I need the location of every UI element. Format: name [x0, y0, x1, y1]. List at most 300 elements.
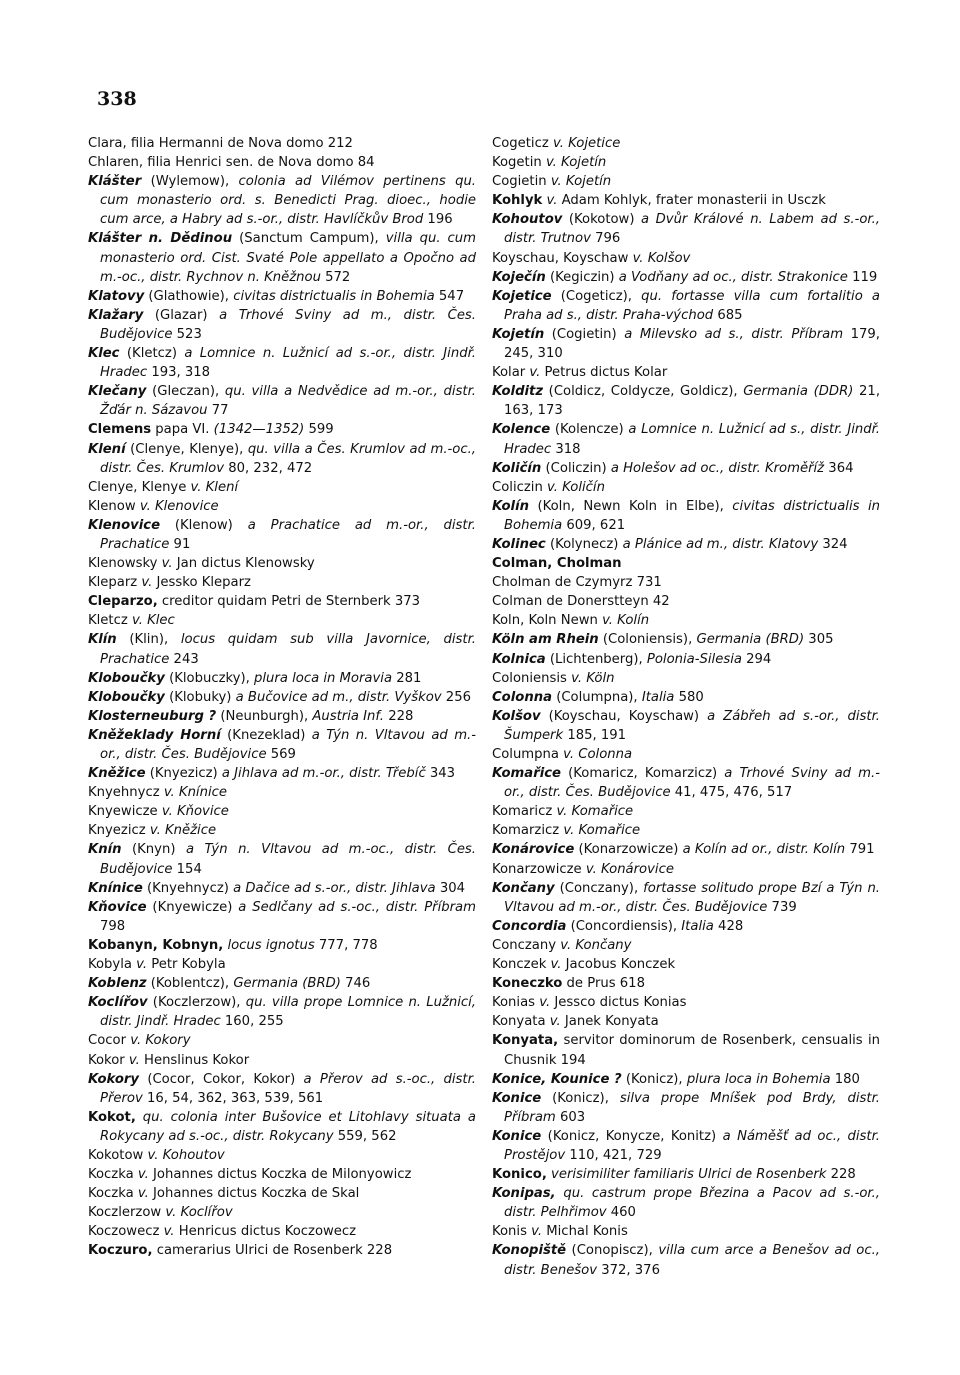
entry-text: Petr Kobyla	[147, 957, 226, 973]
entry-text: Kogetin	[492, 155, 546, 171]
entry-text: Johannes dictus Koczka de Skal	[148, 1186, 360, 1202]
entry-text: v. Komařice	[556, 804, 634, 820]
index-entry	[492, 650, 880, 669]
index-entry	[492, 955, 880, 974]
entry-text: qu. castrum prope Březina a Pacov ad s.-or., distr. Pelhřimov	[504, 1186, 881, 1221]
index-entry	[88, 1184, 476, 1203]
entry-text: (Gleczan),	[146, 384, 225, 400]
index-entry	[88, 134, 476, 153]
entry-text: Konyata	[492, 1014, 550, 1030]
index-entry	[492, 382, 880, 420]
entry-text: Konyata,	[492, 1033, 559, 1049]
entry-text: (Glazar)	[143, 307, 220, 323]
entry-text: Količín	[492, 460, 542, 476]
entry-text: (Sanctum Campum),	[232, 231, 386, 247]
entry-text: Clenye, Klenye	[88, 479, 191, 495]
entry-text: a Holešov ad oc., distr. Kroměříž	[610, 460, 825, 476]
index-entry	[88, 172, 476, 229]
entry-text: Kloboučky	[88, 689, 165, 705]
entry-text: Kokot,	[88, 1109, 136, 1125]
entry-text: 294	[741, 651, 772, 667]
index-entry	[492, 153, 880, 172]
entry-text: Komaricz	[492, 804, 557, 820]
entry-text: Klín	[88, 632, 117, 648]
entry-text: 91	[169, 536, 191, 552]
index-entry	[492, 249, 880, 268]
entry-text: Cogeticz	[492, 136, 553, 151]
entry-text: 746	[340, 976, 371, 992]
entry-text: v. Količín	[547, 479, 605, 495]
index-entry	[492, 172, 880, 191]
entry-text: qu. fortasse villa cum fortalitio a Praha ad s., distr. Praha-východ	[504, 288, 880, 323]
entry-text: Konipas,	[492, 1186, 556, 1202]
entry-text: Koclířov	[88, 995, 148, 1011]
entry-text: (Clenye, Klenye),	[125, 441, 248, 457]
entry-text: v.	[163, 1224, 175, 1240]
entry-text: 777, 778	[314, 937, 378, 953]
entry-text: Jessco dictus Konias	[550, 995, 687, 1011]
entry-text: 796	[590, 231, 621, 247]
entry-text: 547	[434, 288, 465, 304]
entry-text: Colonna	[492, 689, 552, 705]
entry-text: Coloniensis	[492, 670, 572, 686]
index-entry	[88, 726, 476, 764]
entry-text: Kňovice	[88, 899, 147, 915]
entry-text: 372, 376	[597, 1262, 660, 1278]
index-entry	[492, 268, 880, 287]
entry-text: a Trhové Sviny ad m., distr. Čes. Budějovice	[100, 307, 476, 342]
entry-text: Austria Inf.	[312, 708, 384, 724]
entry-text: qu. villa a Nedvědice ad m.-or., distr. Žďár n. Sázavou	[100, 384, 476, 419]
index-entry	[492, 821, 880, 840]
entry-text: (Koblentcz),	[146, 976, 234, 992]
entry-text: a Vodňany ad oc., distr. Strakonice	[618, 269, 848, 285]
entry-text	[136, 1110, 143, 1125]
entry-text: Koyschau, Koyschaw	[492, 250, 633, 266]
entry-text: a Jihlava ad m.-or., distr. Třebíč	[221, 766, 426, 782]
entry-text: a Prachatice ad m.-or., distr. Prachatice	[100, 517, 476, 552]
entry-text: (Kokotow)	[562, 212, 642, 228]
index-entry	[492, 764, 880, 802]
index-entry	[492, 1031, 880, 1069]
index-entry	[492, 573, 880, 592]
entry-text: Kolín	[492, 498, 529, 514]
entry-text: 110, 421, 729	[565, 1147, 662, 1163]
entry-text: Koczka	[88, 1186, 138, 1202]
index-entry	[492, 287, 880, 325]
entry-text: civitas districtualis in Bohemia	[504, 498, 880, 533]
index-entry	[492, 974, 880, 993]
entry-text: v.	[539, 995, 551, 1011]
entry-text: (1342—1352)	[213, 422, 305, 438]
entry-text: Köln am Rhein	[492, 632, 599, 648]
index-entry	[492, 420, 880, 458]
entry-text: 791	[845, 842, 875, 858]
entry-text: 228	[826, 1167, 856, 1183]
index-entry	[88, 1070, 476, 1108]
entry-text: Klažary	[88, 307, 144, 323]
entry-text: v.	[137, 1186, 149, 1202]
entry-text: (Kletcz)	[119, 346, 185, 362]
entry-text: 16, 54, 362, 363, 539, 561	[142, 1090, 324, 1106]
entry-text: v. Kněžice	[149, 823, 217, 839]
entry-text: (Cogeticz),	[551, 288, 642, 304]
entry-text: (Konicz),	[541, 1090, 620, 1106]
entry-text: Klášter n. Dědinou	[88, 231, 233, 247]
entry-text: v.	[546, 193, 558, 209]
entry-text: 304	[435, 880, 465, 896]
entry-text: Petrus dictus Kolar	[540, 365, 668, 381]
entry-text: Colman de Donerstteyn 42	[492, 594, 670, 610]
entry-text: Polonia-Silesia	[646, 651, 742, 667]
entry-text: de Prus 618	[562, 976, 645, 992]
entry-text: Komařice	[492, 766, 561, 782]
index-entry	[492, 1241, 880, 1279]
entry-text: (Knyezicz)	[145, 766, 222, 782]
entry-text: camerarius Ulrici de Rosenberk 228	[152, 1243, 393, 1259]
entry-text: Konis	[492, 1224, 532, 1240]
index-entry	[492, 1165, 880, 1184]
index-entry	[492, 840, 880, 859]
entry-text: Kobyla	[88, 957, 137, 973]
index-entry	[88, 669, 476, 688]
index-entry	[88, 382, 476, 420]
entry-text: Kolence	[492, 422, 551, 438]
entry-text: (Kolencze)	[550, 422, 629, 438]
entry-text: a Náměšť ad oc., distr. Prostějov	[504, 1128, 880, 1163]
entry-text: 428	[713, 918, 744, 934]
entry-text: Koczlerzow	[88, 1205, 166, 1221]
entry-text: Kněžeklady Horní	[88, 727, 221, 743]
entry-text: 154	[172, 861, 202, 877]
index-entry	[492, 802, 880, 821]
index-entry	[492, 707, 880, 745]
entry-text: Kojetice	[492, 288, 552, 304]
entry-text: Jessko Kleparz	[152, 575, 251, 591]
entry-text: Germania (BRD)	[233, 976, 341, 992]
index-entry	[88, 287, 476, 306]
entry-text: v. Klenovice	[139, 498, 219, 514]
entry-text: a Týn n. Vltavou ad m.-oc., distr. Čes. Budějovice	[100, 842, 476, 877]
entry-text: v. Kojetice	[552, 136, 621, 151]
entry-text: a Týn n. Vltavou ad m.-or., distr. Čes. Budějovice	[100, 727, 476, 762]
entry-text: v.	[128, 1052, 140, 1068]
index-entry	[492, 936, 880, 955]
entry-text: v. Koclířov	[165, 1205, 233, 1221]
entry-text: 603	[555, 1109, 586, 1125]
entry-text: (Klobuczky),	[164, 670, 254, 686]
entry-text: qu. villa a Čes. Krumlov ad m.-oc., distr. Čes. Krumlov	[100, 441, 476, 476]
entry-text: Kojetín	[492, 326, 545, 342]
entry-text: (Knyehnycz)	[142, 880, 234, 896]
index-entry	[492, 554, 880, 573]
entry-text: Henricus dictus Koczowecz	[174, 1224, 357, 1240]
entry-text: Chlaren, filia Henrici sen. de Nova domo 84	[88, 155, 375, 171]
entry-text: Henslinus Kokor	[139, 1052, 250, 1068]
entry-text: Kohlyk	[492, 193, 543, 209]
entry-text: 739	[767, 899, 797, 915]
entry-text: Končany	[492, 880, 555, 896]
entry-text: v.	[161, 556, 173, 572]
entry-text: Italia	[641, 689, 675, 705]
entry-text: v.	[529, 365, 541, 381]
entry-text: Koczka	[88, 1167, 138, 1183]
entry-text: (Columpna),	[552, 689, 642, 705]
index-entry	[492, 1070, 880, 1089]
entry-text: 193, 318	[147, 365, 211, 381]
index-entry	[492, 630, 880, 649]
entry-text: Konice, Kounice ?	[492, 1071, 622, 1087]
entry-text: Konárovice	[492, 842, 575, 858]
index-entry	[492, 688, 880, 707]
index-entry	[88, 306, 476, 344]
entry-text: 460	[606, 1205, 636, 1221]
entry-text: 77	[207, 403, 229, 419]
entry-text: (Glathowie),	[144, 288, 234, 304]
entry-text: v. Colonna	[563, 747, 633, 762]
index-entry	[88, 840, 476, 878]
index-entry	[88, 879, 476, 898]
entry-text: Koblenz	[88, 976, 147, 992]
entry-text: v. Klení	[190, 479, 239, 495]
entry-text: (Cogietin)	[544, 326, 625, 342]
entry-text: Columpna	[492, 747, 564, 762]
index-entry	[492, 1184, 880, 1222]
entry-text: v.	[141, 575, 153, 591]
entry-text: Conczany	[492, 937, 561, 953]
entry-text: v.	[137, 1167, 149, 1183]
index-entry	[88, 229, 476, 286]
index-entry	[88, 516, 476, 554]
index-entry	[88, 573, 476, 592]
entry-text: silva prope Mníšek pod Brdy, distr. Příbram	[504, 1090, 880, 1125]
entry-text: locus ignotus	[227, 937, 315, 953]
index-entry	[88, 783, 476, 802]
entry-text: v. Končany	[560, 937, 632, 953]
entry-text: 179, 245, 310	[504, 326, 881, 362]
entry-text: Klenowsky	[88, 556, 162, 572]
entry-text: (Conopiscz),	[566, 1243, 659, 1259]
index-entry	[88, 1108, 476, 1146]
entry-text: (Coldicz, Coldycze, Goldicz),	[543, 384, 744, 400]
entry-text: Concordia	[492, 918, 567, 934]
index-entry	[492, 497, 880, 535]
entry-text: 196	[423, 212, 453, 228]
entry-text: Coliczin	[492, 479, 547, 495]
entry-text: a Kolín ad or., distr. Kolín	[682, 842, 846, 858]
entry-text: Klenovice	[88, 517, 161, 533]
entry-text: (Cocor, Cokor, Kokor)	[139, 1071, 304, 1087]
entry-text: (Koln, Newn Koln in Elbe),	[529, 498, 733, 514]
entry-text: Jan dictus Klenowsky	[172, 556, 315, 572]
entry-text: Colman, Cholman	[492, 556, 622, 572]
entry-text: 41, 475, 476, 517	[670, 785, 793, 801]
entry-text: (Konicz, Konycze, Konitz)	[541, 1128, 723, 1144]
entry-text: a Milevsko ad s., distr. Příbram	[624, 326, 844, 342]
entry-text: 228	[384, 708, 414, 724]
entry-text: 559, 562	[333, 1128, 397, 1144]
entry-text: villa qu. cum monasterio ord. Cist. Svaté Pole appellato a Opočno ad m.-oc., distr. Rychnov n. Kněžnou	[100, 231, 476, 285]
entry-text: (Lichtenberg),	[545, 651, 647, 667]
entry-text: v. Knínice	[163, 785, 227, 801]
entry-text: (Klenow)	[160, 517, 248, 533]
entry-text: Koneczko	[492, 976, 563, 992]
entry-text: Klosterneuburg ?	[88, 708, 217, 724]
entry-text: Kobanyn, Kobnyn,	[88, 937, 224, 953]
entry-text: (Komaricz, Komarzicz)	[560, 766, 725, 782]
entry-text: locus quidam sub villa Javornice, distr. Prachatice	[100, 632, 476, 667]
entry-text: Koczuro,	[88, 1243, 153, 1259]
entry-text: Germania (BRD)	[696, 632, 805, 648]
index-entry	[492, 134, 880, 153]
entry-text: (Knezeklad)	[220, 727, 312, 743]
entry-text: 180	[830, 1071, 860, 1087]
entry-text: (Klobuky)	[164, 689, 236, 705]
entry-text: v. Klec	[131, 613, 175, 629]
index-entry	[492, 1127, 880, 1165]
entry-text: Kolar	[492, 365, 530, 381]
entry-text: Komarzicz	[492, 823, 564, 839]
page-number: 338	[97, 88, 137, 110]
entry-text: 305	[804, 632, 834, 648]
index-entry	[492, 669, 880, 688]
index-entry	[88, 420, 476, 439]
entry-text: Germania (DDR)	[743, 384, 854, 400]
entry-text: v. Kolín	[602, 613, 650, 629]
index-entry	[492, 879, 880, 917]
entry-text: a Dvůr Králové n. Labem ad s.-or., distr. Trutnov	[504, 212, 880, 247]
entry-text: (Knyn)	[121, 842, 186, 858]
entry-text: 160, 255	[220, 1014, 284, 1030]
index-entry	[492, 478, 880, 497]
index-entry	[492, 917, 880, 936]
index-entry	[492, 745, 880, 764]
entry-text: verisimiliter familiaris Ulrici de Rosenberk	[551, 1167, 827, 1183]
index-column-right	[492, 134, 880, 1280]
entry-text: servitor dominorum de Rosenberk, censualis in Chusnik 194	[504, 1033, 880, 1068]
entry-text: a Bučovice ad m., distr. Vyškov	[235, 689, 442, 705]
entry-text: a Dačice ad s.-or., distr. Jihlava	[233, 880, 436, 896]
entry-text: (Neunburgh),	[216, 708, 313, 724]
index-entry	[88, 478, 476, 497]
entry-text: Konopiště	[492, 1243, 567, 1259]
entry-text: Koczowecz	[88, 1224, 164, 1240]
entry-text: Knyehnycz	[88, 785, 164, 801]
entry-text: v.	[531, 1224, 543, 1240]
index-entry	[88, 1165, 476, 1184]
entry-text: 343	[425, 766, 456, 782]
entry-text: (Knyewicze)	[146, 899, 239, 915]
index-entry	[88, 1031, 476, 1050]
entry-text: 318	[551, 441, 581, 457]
entry-text: Italia	[681, 918, 714, 934]
index-entry	[492, 363, 880, 382]
entry-text: a Lomnice n. Lužnicí ad s.-or., distr. Jindř. Hradec	[100, 346, 476, 381]
index-entry	[88, 1241, 476, 1260]
index-column-left	[88, 134, 476, 1261]
entry-text: 798	[100, 918, 126, 934]
entry-text: a Zábřeh ad s.-or., distr. Šumperk	[504, 708, 880, 743]
index-entry	[88, 802, 476, 821]
entry-text: 185, 191	[563, 727, 627, 743]
entry-text: Knyezicz	[88, 823, 150, 839]
entry-text: v. Köln	[571, 670, 615, 686]
entry-text: villa cum arce a Benešov ad oc., distr. Benešov	[504, 1243, 880, 1278]
entry-text: Kněžice	[88, 766, 146, 782]
entry-text: Cholman de Czymyrz 731	[492, 575, 662, 591]
entry-text: Kolditz	[492, 384, 544, 400]
index-entry	[88, 764, 476, 783]
entry-text: (Kegiczin)	[545, 269, 619, 285]
index-entry	[492, 535, 880, 554]
entry-text: v. Kolšov	[632, 250, 691, 266]
entry-text: (Koyschau, Koyschaw)	[540, 708, 708, 724]
entry-text: Kokotow	[88, 1147, 148, 1163]
entry-text: Kokory	[88, 1071, 140, 1087]
entry-text: Adam Kohlyk, frater monasterii in Usczk	[557, 193, 826, 209]
index-entry	[492, 1089, 880, 1127]
index-entry	[88, 1222, 476, 1241]
entry-text: 580	[674, 689, 704, 705]
index-entry	[88, 707, 476, 726]
entry-text: Klečany	[88, 384, 147, 400]
entry-text: a Sedlčany ad s.-oc., distr. Příbram	[238, 899, 476, 915]
index-entry	[492, 210, 880, 248]
index-entry	[492, 1222, 880, 1241]
index-entry	[88, 1051, 476, 1070]
index-entry	[492, 592, 880, 611]
entry-text: Klatovy	[88, 288, 145, 304]
entry-text: 523	[172, 326, 202, 342]
entry-text: (Konarzowicze)	[574, 842, 683, 858]
entry-text: v. Kokory	[130, 1033, 191, 1049]
entry-text: Konczek	[492, 957, 551, 973]
entry-text: plura loca in Moravia	[254, 670, 393, 686]
entry-text: 609, 621	[562, 517, 626, 533]
entry-text: Klení	[88, 441, 126, 457]
entry-text: v.	[549, 1014, 561, 1030]
entry-text: (Coloniensis),	[598, 632, 697, 648]
entry-text: (Konicz),	[621, 1071, 687, 1087]
entry-text: Koln, Koln Newn	[492, 613, 603, 629]
index-entry	[88, 344, 476, 382]
entry-text: creditor quidam Petri de Sternberk 373	[157, 594, 421, 610]
entry-text: Cogietin	[492, 174, 551, 190]
index-entry	[88, 497, 476, 516]
entry-text: Koječín	[492, 269, 546, 285]
entry-text: Knínice	[88, 880, 143, 896]
index-entry	[88, 1203, 476, 1222]
entry-text: 243	[169, 651, 199, 667]
entry-text: 256	[441, 689, 471, 705]
entry-text: Konico,	[492, 1167, 547, 1183]
index-entry	[88, 688, 476, 707]
index-entry	[492, 1012, 880, 1031]
index-entry	[88, 821, 476, 840]
entry-text: Jacobus Konczek	[561, 957, 676, 973]
entry-text: Knín	[88, 842, 122, 858]
entry-text: a Plánice ad m., distr. Klatovy	[622, 536, 819, 552]
entry-text: 80, 232, 472	[224, 460, 313, 476]
index-entry	[88, 955, 476, 974]
entry-text: v.	[136, 957, 148, 973]
index-entry	[88, 936, 476, 955]
entry-text: Kolnica	[492, 651, 546, 667]
entry-text: 119	[847, 269, 878, 285]
entry-text: civitas districtualis in Bohemia	[233, 288, 435, 304]
entry-text: a Trhové Sviny ad m.-or., distr. Čes. Budějovice	[504, 766, 880, 801]
index-entry	[492, 611, 880, 630]
